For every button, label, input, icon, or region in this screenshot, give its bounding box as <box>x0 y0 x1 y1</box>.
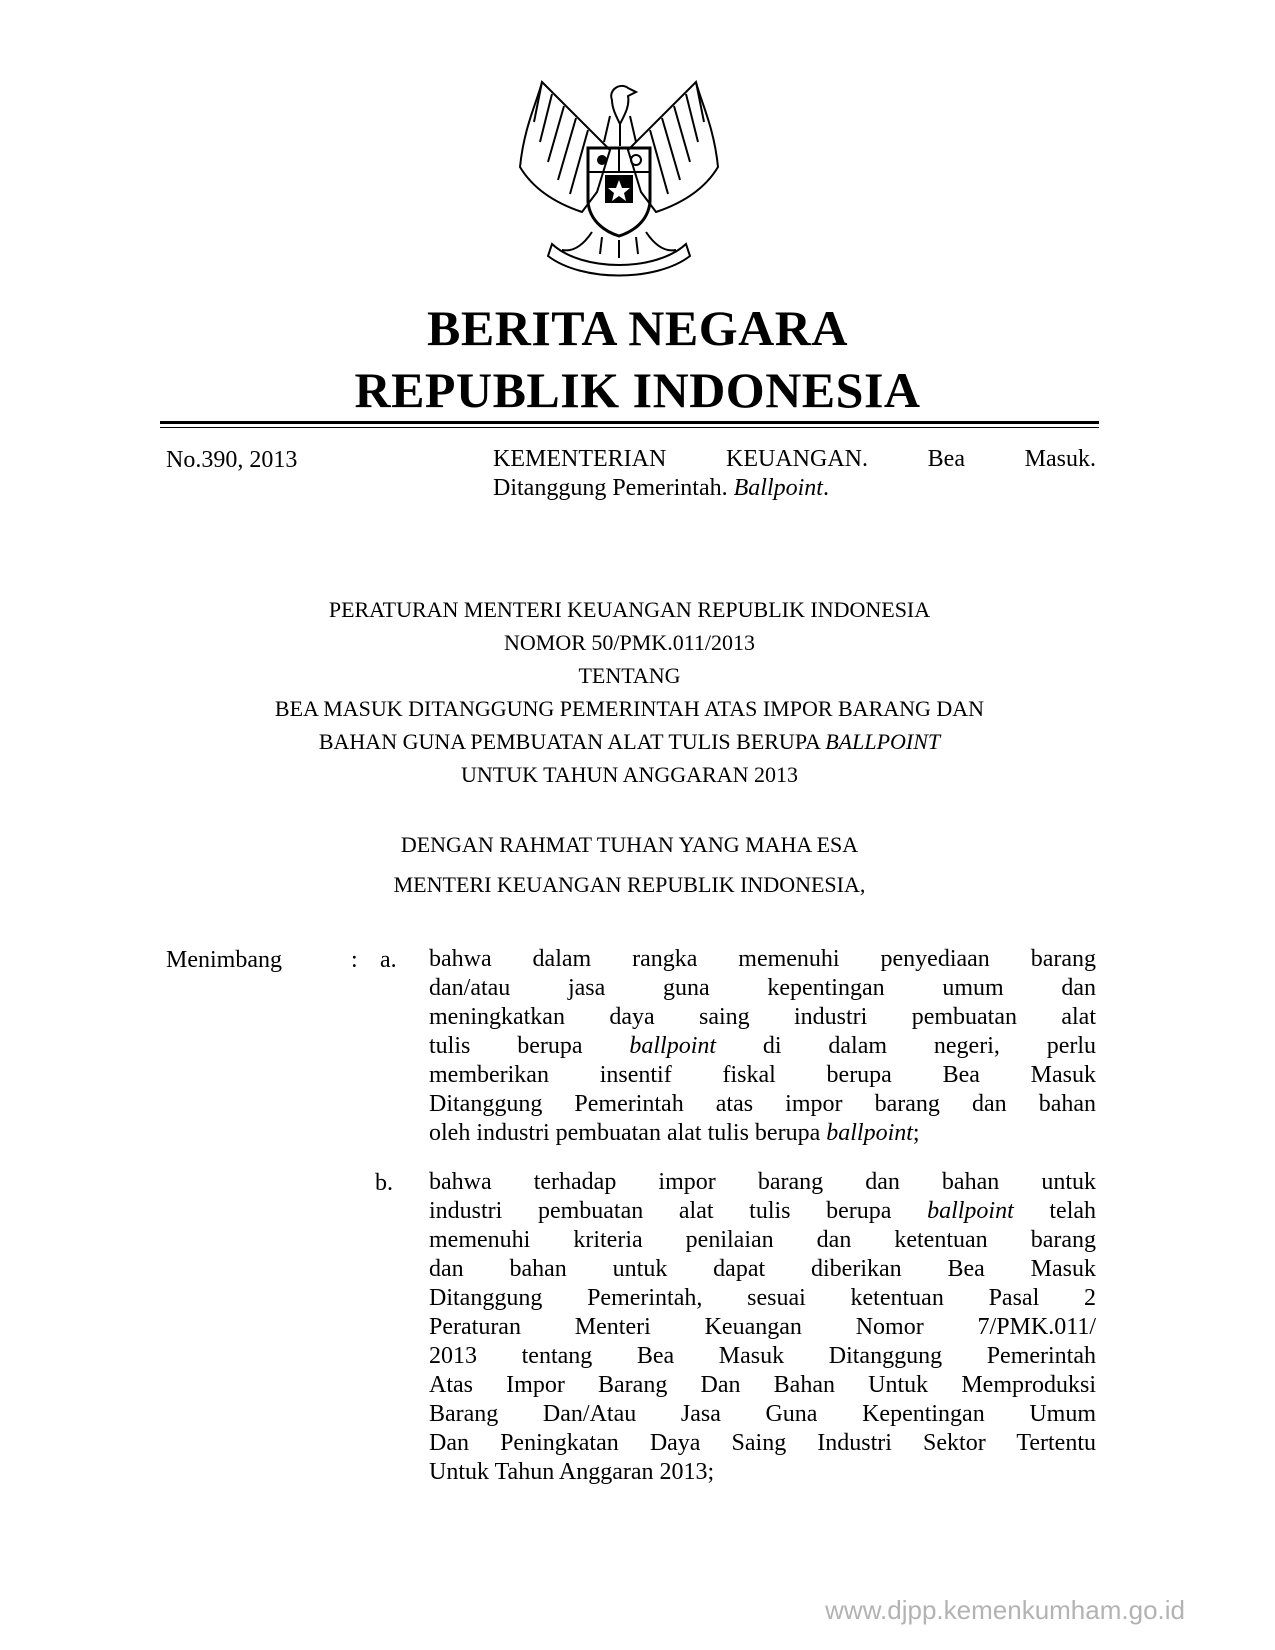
garuda-emblem-icon <box>512 72 726 282</box>
register-topic-line <box>493 474 1096 503</box>
regulation-title-line3: UNTUK TAHUN ANGGARAN 2013 <box>461 762 798 787</box>
item-b-italic: ballpoint <box>927 1198 1014 1224</box>
masthead-subtitle: REPUBLIK INDONESIA <box>354 362 921 418</box>
item-a-line: bahwa dalam rangka memenuhi penyediaan barang <box>429 946 1096 972</box>
regulation-number: NOMOR 50/PMK.011/2013 <box>504 630 755 655</box>
masthead-divider <box>160 421 1099 424</box>
register-topic-italic: Ballpoint <box>733 475 823 501</box>
menimbang-label: Menimbang <box>166 947 282 973</box>
item-b-line: memenuhi kriteria penilaian dan ketentuan barang <box>429 1227 1096 1253</box>
regulation-title-block <box>160 593 1099 791</box>
register-topic-text: Ditanggung Pemerintah. <box>493 475 728 501</box>
item-a-text: tulis berupa <box>429 1033 583 1059</box>
menimbang-colon: : <box>351 947 358 973</box>
item-b-line: Untuk Tahun Anggaran 2013; <box>429 1459 715 1485</box>
item-b-text: telah <box>1049 1198 1097 1224</box>
item-marker-b: b. <box>375 1170 393 1196</box>
consideration-item-b <box>429 1168 1096 1487</box>
item-b-line: 2013 tentang Bea Masuk Ditanggung Pemerintah <box>429 1343 1096 1369</box>
item-b-line: Barang Dan/Atau Jasa Guna Kepentingan Umum <box>429 1401 1096 1427</box>
register-description <box>493 445 1096 503</box>
item-b-line: Ditanggung Pemerintah, sesuai ketentuan Pasal 2 <box>429 1285 1096 1311</box>
item-a-line: dan/atau jasa guna kepentingan umum dan <box>429 975 1096 1001</box>
regulation-title-line2-italic: BALLPOINT <box>825 729 941 754</box>
item-a-italic: ballpoint <box>629 1033 717 1059</box>
masthead-title: BERITA NEGARA <box>427 300 848 356</box>
website-link[interactable]: www.djpp.kemenkumham.go.id <box>825 1595 1185 1625</box>
item-b-line: Atas Impor Barang Dan Bahan Untuk Memproduksi <box>429 1372 1096 1398</box>
opening-line1: DENGAN RAHMAT TUHAN YANG MAHA ESA <box>400 832 859 857</box>
register-ministry-line: KEMENTERIAN KEUANGAN. Bea Masuk. <box>493 446 1096 472</box>
opening-block <box>160 825 1099 905</box>
item-a-text: di dalam negeri, perlu <box>762 1033 1097 1059</box>
item-marker-a: a. <box>380 947 397 973</box>
item-b-line: bahwa terhadap impor barang dan bahan untuk <box>429 1169 1096 1195</box>
item-b-line: dan bahan untuk dapat diberikan Bea Masuk <box>429 1256 1096 1282</box>
masthead-divider-thin <box>160 427 1099 428</box>
item-a-line <box>429 1119 1096 1148</box>
consideration-item-a <box>429 945 1096 1148</box>
item-a-text: oleh industri pembuatan alat tulis berupa <box>429 1120 821 1146</box>
opening-line2: MENTERI KEUANGAN REPUBLIK INDONESIA, <box>393 872 866 897</box>
regulation-about: TENTANG <box>578 663 681 688</box>
item-b-line: Peraturan Menteri Keuangan Nomor 7/PMK.011/ <box>429 1314 1096 1340</box>
item-a-line <box>429 1032 1096 1061</box>
item-b-line: Dan Peningkatan Daya Saing Industri Sektor Tertentu <box>429 1430 1096 1456</box>
item-a-italic: ballpoint <box>826 1120 913 1146</box>
item-a-line: memberikan insentif fiskal berupa Bea Masuk <box>429 1062 1096 1088</box>
regulation-title-line2 <box>160 725 1099 758</box>
item-a-text: ; <box>912 1120 920 1146</box>
register-number: No.390, 2013 <box>166 447 298 473</box>
register-topic-period: . <box>822 475 829 501</box>
regulation-title-line1: BEA MASUK DITANGGUNG PEMERINTAH ATAS IMPOR BARANG DAN <box>274 696 985 721</box>
item-b-line <box>429 1197 1096 1226</box>
regulation-title-line2-text: BAHAN GUNA PEMBUATAN ALAT TULIS BERUPA <box>318 729 820 754</box>
item-a-line: meningkatkan daya saing industri pembuatan alat <box>429 1004 1096 1030</box>
item-b-text: industri pembuatan alat tulis berupa <box>429 1198 892 1224</box>
regulation-heading: PERATURAN MENTERI KEUANGAN REPUBLIK INDONESIA <box>328 597 931 622</box>
item-a-line: Ditanggung Pemerintah atas impor barang dan bahan <box>429 1091 1096 1117</box>
